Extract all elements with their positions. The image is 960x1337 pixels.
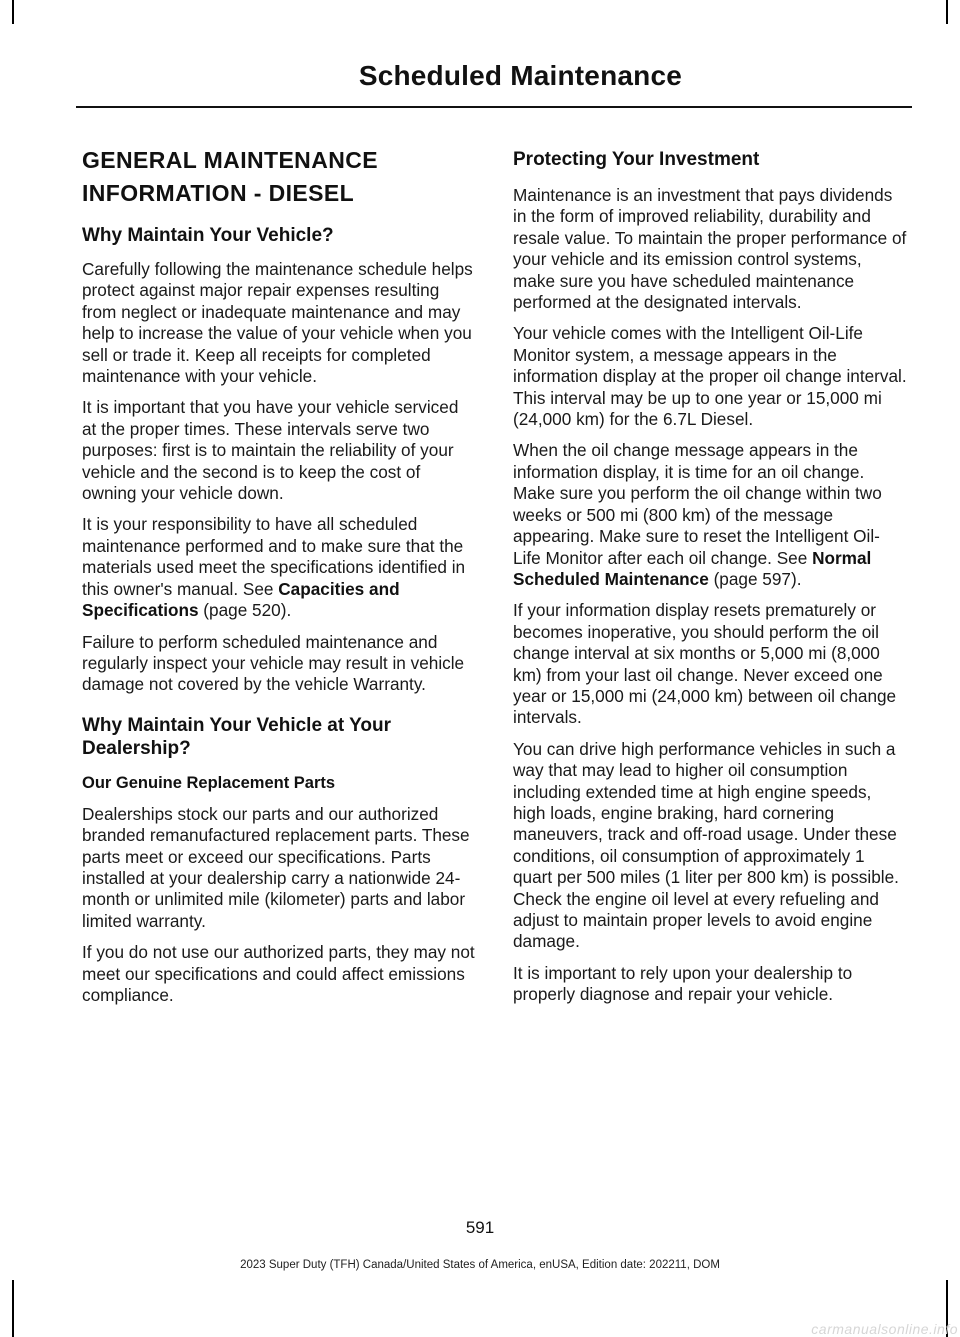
page-section-title: Scheduled Maintenance: [358, 60, 682, 91]
paragraph: You can drive high performance vehicles in such a way that may lead to higher oil consumption including extended time at high engine speeds, high loads, engine braking, hard cornering maneuvers, track and off-road usage. Under these conditions, oil consumption of approximately 1 quart per 500 miles (1 liter per 800 km) is possible. Check the engine oil level at every refueling and adjust to maintain proper levels to avoid engine damage.: [513, 738, 899, 952]
paragraph: Dealerships stock our parts and our authorized branded remanufactured replacement parts. These parts meet or exceed our specifications. Parts installed at your dealership carry a nationwide 24-month or unlimited mile (kilometer) parts and labor limited warranty.: [82, 803, 470, 931]
page-reference: (page 520).: [198, 600, 292, 621]
subheading-genuine-parts: Our Genuine Replacement Parts: [82, 773, 336, 792]
crop-mark: [946, 0, 948, 24]
crop-mark: [12, 1280, 14, 1337]
paragraph: It is important that you have your vehicle serviced at the proper times. These intervals serve two purposes: first is to maintain the reliability of your vehicle and the second is to keep the cost of owning your vehicle down.: [82, 397, 459, 504]
paragraph: Failure to perform scheduled maintenance and regularly inspect your vehicle may result in vehicle damage not covered by the vehicle Warranty.: [82, 631, 465, 695]
watermark: carmanualsonline.info: [811, 1321, 958, 1337]
paragraph: Your vehicle comes with the Intelligent Oil-Life Monitor system, a message appears in the information display at the proper oil change interval. This interval may be up to one year or 15,000 mi (24,000 km) for the 6.7L Diesel.: [513, 323, 907, 430]
header-divider: [76, 106, 912, 108]
main-heading: GENERAL MAINTENANCE INFORMATION - DIESEL: [82, 147, 378, 206]
normal-scheduled-maintenance-link[interactable]: Normal Scheduled Maintenance: [513, 547, 872, 589]
subheading-protecting-investment: Protecting Your Investment: [513, 149, 760, 170]
subheading-why-maintain: Why Maintain Your Vehicle?: [82, 225, 334, 246]
paragraph: [82, 514, 476, 621]
paragraph: Carefully following the maintenance schedule helps protect against major repair expenses resulting from neglect or inadequate maintenance and may help to increase the value of your vehicle when you sell or trade it. Keep all receipts for completed maintenance with your vehicle.: [82, 259, 473, 387]
right-column: [513, 144, 907, 1016]
left-column: [82, 144, 476, 1016]
paragraph: Maintenance is an investment that pays dividends in the form of improved reliability, durability and resale value. To maintain the proper performance of your vehicle and its emission control systems, make sure you have scheduled maintenance performed at the designated intervals.: [513, 185, 907, 313]
paragraph: If your information display resets prematurely or becomes inoperative, you should perform the oil change interval at six months or 5,000 mi (8,000 km) from your last oil change. Never exceed one year or 15,000 mi (24,000 km) between oil change intervals.: [513, 600, 897, 728]
paragraph-text: When the oil change message appears in the information display, it is time for an oil change. Make sure you perform the oil change within two weeks or 500 mi (800 km) of the message appearing. Make sure to reset the Intelligent Oil-Life Monitor after each oil change. See: [513, 440, 882, 568]
paragraph: [513, 440, 907, 590]
page-number: 591: [465, 1218, 495, 1237]
page-reference: (page 597).: [708, 568, 802, 589]
paragraph-text: It is your responsibility to have all scheduled maintenance performed and to make sure that the materials used meet the specifications identified in this owner's manual. See: [82, 514, 466, 599]
paragraph: If you do not use our authorized parts, they may not meet our specifications and could affect emissions compliance.: [82, 942, 475, 1005]
paragraph: It is important to rely upon your dealership to properly diagnose and repair your vehicle.: [513, 962, 853, 1005]
footer-edition-info: 2023 Super Duty (TFH) Canada/United States of America, enUSA, Edition date: 202211, DOM: [240, 1259, 720, 1271]
capacities-link[interactable]: Capacities and Specifications: [82, 578, 400, 621]
crop-mark: [12, 0, 14, 24]
subheading-dealership: Why Maintain Your Vehicle at Your Dealership?: [82, 714, 391, 759]
